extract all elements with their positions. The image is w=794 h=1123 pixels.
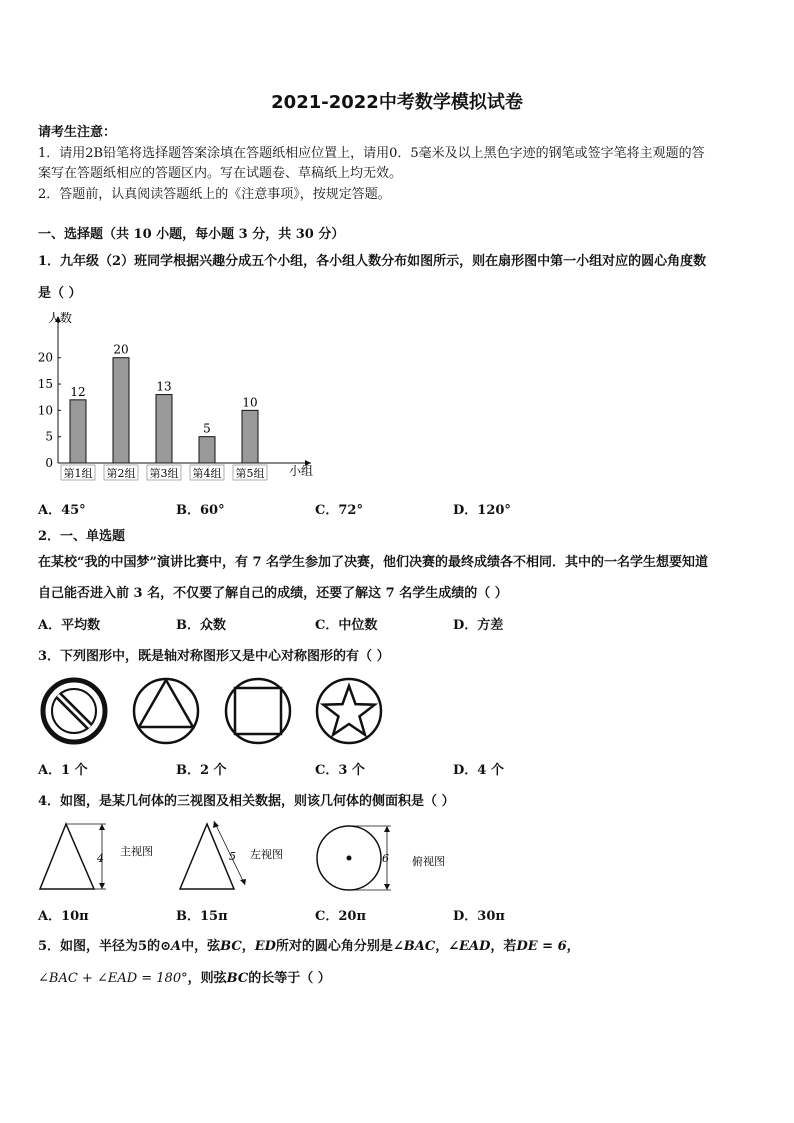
q5-text-5: 所对的圆心角分别是 — [275, 939, 393, 954]
top-view-dim: 6 — [382, 852, 389, 865]
bar — [156, 395, 172, 463]
q5-text-1: 5．如图，半径为 — [38, 939, 139, 954]
top-view — [317, 826, 445, 890]
q5-chord-bc-2: BC — [226, 971, 249, 986]
q2-option-a[interactable]: A．平均数 — [38, 618, 101, 633]
q3-option-d[interactable]: D．4 个 — [453, 763, 504, 778]
q3-stem: 3．下列图形中，既是轴对称图形又是中心对称图形的有（ ） — [38, 649, 390, 664]
q4-option-b[interactable]: B．15π — [176, 909, 228, 924]
q3-option-a[interactable]: A．1 个 — [38, 763, 88, 778]
circle-with-triangle-figure — [134, 679, 198, 743]
q3-option-b[interactable]: B．2 个 — [176, 763, 227, 778]
q5-text-8: ， — [566, 939, 580, 954]
notice-item-2: 2．答题前，认真阅读答题纸上的《注意事项》，按规定答题。 — [38, 187, 391, 202]
front-view-label: 主视图 — [120, 845, 153, 858]
notice-heading: 请考生注意： — [38, 125, 117, 140]
front-view — [40, 824, 153, 889]
category-label: 第5组 — [235, 467, 265, 480]
q4-option-c[interactable]: C．20π — [315, 909, 366, 924]
notice-item-1: 1．请用2B铅笔将选择题答案涂填在答题纸相应位置上，请用0．5毫米及以上黑色字迹的钢笔或签字笔将主观题的答 — [38, 146, 705, 161]
q5-text-4: ， — [241, 939, 255, 954]
q5-text-10: 的长等于（ ） — [248, 971, 331, 986]
section-heading: 一、选择题（共 10 小题，每小题 3 分，共 30 分） — [38, 227, 345, 242]
data-label: 5 — [203, 421, 211, 436]
q1-stem-line1: 1．九年级（2）班同学根据兴趣分成五个小组，各小组人数分布如图所示，则在扇形图中第一小组对应的圆心角度数 — [38, 254, 707, 269]
circle-with-slash-figure — [43, 680, 105, 742]
q1-option-a[interactable]: A．45° — [38, 503, 86, 518]
x-axis-label: 小组 — [289, 464, 314, 478]
category-label: 第1组 — [63, 467, 93, 480]
circle-with-star-figure — [317, 679, 381, 743]
q5-stem-line2 — [38, 967, 331, 986]
q5-chord-bc: BC — [220, 939, 242, 954]
q5-text-7: ，若 — [490, 939, 517, 954]
notice-item-1-cont: 案写在答题纸相应的答题区内。写在试题卷、草稿纸上均无效。 — [38, 166, 403, 181]
q2-heading: 2．一、单选题 — [38, 529, 126, 544]
bar — [242, 410, 258, 463]
front-view-dim: 4 — [97, 852, 104, 865]
q4-stem: 4．如图，是某几何体的三视图及相关数据，则该几何体的侧面积是（ ） — [38, 794, 455, 809]
category-label: 第4组 — [192, 467, 222, 480]
data-label: 12 — [70, 384, 86, 399]
category-label: 第2组 — [106, 467, 136, 480]
data-label: 13 — [156, 379, 172, 394]
q5-text-6: ， — [435, 939, 449, 954]
q5-center-a: A — [171, 939, 182, 954]
q4-option-a[interactable]: A．10π — [38, 909, 89, 924]
data-label: 20 — [113, 342, 129, 357]
q2-option-b[interactable]: B．众数 — [176, 618, 226, 633]
y-tick-label: 20 — [37, 350, 53, 365]
q1-option-d[interactable]: D．120° — [453, 503, 511, 518]
side-view — [180, 821, 283, 889]
y-tick-label: 5 — [45, 429, 53, 444]
y-tick-label: 0 — [45, 456, 53, 470]
q4-option-d[interactable]: D．30π — [453, 909, 505, 924]
side-view-dim: 5 — [229, 850, 236, 863]
side-view-label: 左视图 — [250, 848, 283, 861]
bar — [70, 400, 86, 463]
q5-stem-line1 — [38, 935, 580, 954]
page-title: 2021-2022中考数学模拟试卷 — [271, 92, 523, 113]
q5-text-2: 的⊙ — [147, 939, 171, 954]
three-views-figure — [36, 818, 456, 896]
circle-with-square-figure — [226, 679, 290, 743]
q2-option-c[interactable]: C．中位数 — [315, 618, 378, 633]
y-tick-label: 15 — [37, 377, 53, 392]
bar — [199, 437, 215, 463]
q3-figures — [36, 670, 386, 748]
q2-stem-line2: 自己能否进入前 3 名，不仅要了解自己的成绩，还要了解这 7 名学生成绩的（ ） — [38, 586, 508, 601]
q5-chord-ed: ED — [254, 939, 276, 954]
q2-option-d[interactable]: D．方差 — [453, 618, 504, 633]
q5-text-9: ，则弦 — [187, 971, 227, 986]
top-view-label: 俯视图 — [412, 855, 445, 868]
q3-option-c[interactable]: C．3 个 — [315, 763, 365, 778]
q1-option-b[interactable]: B．60° — [176, 503, 225, 518]
q5-radius: 5 — [138, 939, 148, 954]
y-tick-label: 10 — [37, 403, 53, 418]
y-axis-label: 人数 — [48, 311, 73, 325]
q1-stem-line2: 是（ ） — [38, 286, 82, 301]
q2-stem-line1: 在某校“我的中国梦”演讲比赛中，有 7 名学生参加了决赛，他们决赛的最终成绩各不相同．其中的一名学生想要知道 — [38, 555, 709, 570]
q5-angle-ead: ∠EAD — [448, 939, 491, 954]
q5-angle-bac: ∠BAC — [392, 939, 436, 954]
q5-de-value: DE = 6 — [516, 939, 567, 954]
category-label: 第3组 — [149, 467, 179, 480]
q1-option-c[interactable]: C．72° — [315, 503, 363, 518]
data-label: 10 — [242, 395, 258, 410]
bar — [113, 358, 129, 463]
bar-chart — [36, 308, 336, 488]
q5-text-3: 中，弦 — [181, 939, 221, 954]
q5-angle-sum: ∠BAC + ∠EAD = 180° — [38, 971, 188, 986]
